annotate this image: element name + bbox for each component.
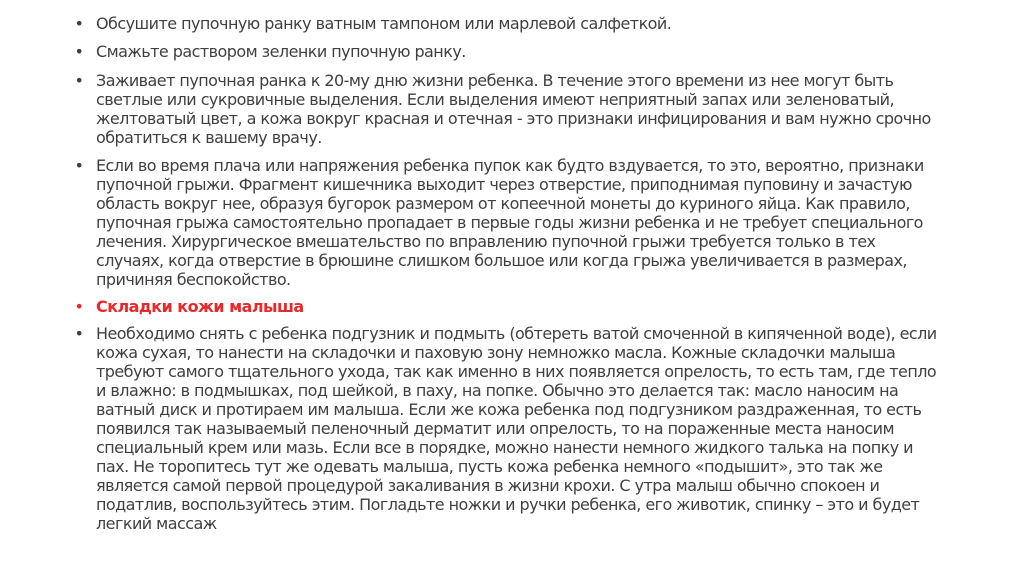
bullet-item-healing: [72, 71, 944, 147]
bullet-icon: •: [74, 156, 84, 175]
bullet-text: Если во время плача или напряжения ребенка пупок как будто вздувается, то это, вероятно, признаки пупочной грыжи. Фрагмент кишечника выходит через отверстие, приподнимая пуповину и зачастую область вокруг нее, образуя бугорок размером от копеечной монеты до куриного яйца. Как правило, пупочная грыжа самостоятельно пропадает в первые годы жизни ребенка и не требует специального лечения. Хирургическое вмешательство по вправлению пупочной грыжи требуется только в тех случаях, когда отверстие в брюшине слишком большое или когда грыжа увеличивается в размерах, причиняя беспокойство.: [96, 156, 924, 289]
bullet-item-umbilical-hernia: [72, 156, 944, 289]
bullet-icon: •: [74, 297, 84, 316]
bullet-text: Необходимо снять с ребенка подгузник и подмыть (обтереть ватой смоченной в кипяченной воде), если кожа сухая, то нанести на складочки и паховую зону немножко масла. Кожные складочки малыша требуют самого тщательного ухода, так как именно в них появляется опрелость, то есть там, где тепло и влажно: в подмышках, под шейкой, в паху, на попке. Обычно это делается так: масло наносим на ватный диск и протираем им малыша. Если же кожа ребенка под подгузником раздраженная, то есть появился так называемый пеленочный дерматит или опрелость, то на пораженные места наносим специальный крем или мазь. Если все в порядке, можно нанести немного жидкого талька на попку и пах. Не торопитесь тут же одевать малыша, пусть кожа ребенка немного «подышит», это так же является самой первой процедурой закаливания в жизни крохи. С утра малыш обычно спокоен и податлив, воспользуйтесь этим. Погладьте ножки и ручки ребенка, его животик, спинку – это и будет легкий массаж: [96, 324, 937, 533]
bullet-text: Заживает пупочная ранка к 20-му дню жизни ребенка. В течение этого времени из нее могут быть светлые или сукровичные выделения. Если выделения имеют неприятный запах или зеленоватый, желтоватый цвет, а кожа вокруг красная и отечная - это признаки инфицирования и вам нужно срочно обратиться к вашему врачу.: [96, 71, 931, 147]
bullet-item-skin-care: [72, 324, 944, 533]
section-heading: Складки кожи малыша: [96, 297, 304, 316]
bullet-icon: •: [74, 42, 84, 61]
bullet-icon: •: [74, 14, 84, 33]
bullet-list: [72, 14, 944, 533]
bullet-item-green-antiseptic: [72, 42, 944, 61]
bullet-text: Обсушите пупочную ранку ватным тампоном или марлевой салфеткой.: [96, 14, 672, 33]
bullet-icon: •: [74, 324, 84, 343]
bullet-item-dry-navel: [72, 14, 944, 33]
bullet-text: Смажьте раствором зеленки пупочную ранку.: [96, 42, 466, 61]
bullet-icon: •: [74, 71, 84, 90]
bullet-item-skin-folds-heading: [72, 297, 944, 316]
